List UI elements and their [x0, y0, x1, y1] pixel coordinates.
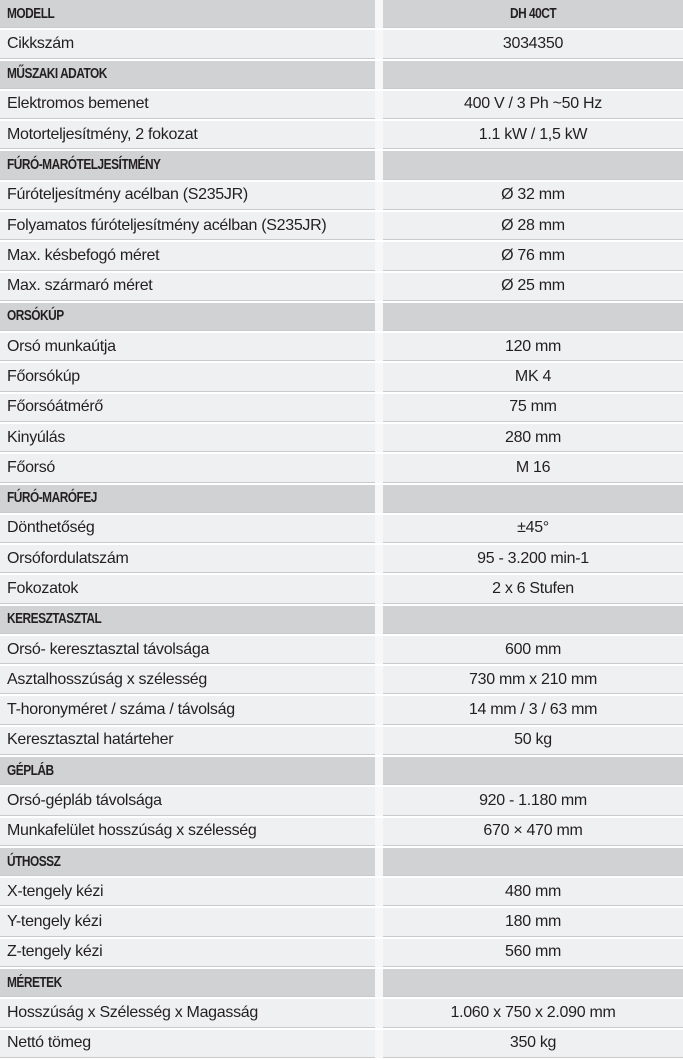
- section-header-row: [0, 757, 683, 787]
- row-value-cell: [383, 273, 683, 301]
- row-value-cell: [383, 151, 683, 179]
- table-row: [0, 818, 683, 848]
- row-value-cell: [383, 485, 683, 513]
- row-value-cell: [383, 818, 683, 846]
- row-value: 180 mm: [505, 913, 561, 931]
- row-value-cell: [383, 606, 683, 634]
- row-label: Hosszúság x Szélesség x Magasság: [7, 1003, 258, 1021]
- table-row: [0, 908, 683, 938]
- row-value: ±45°: [517, 519, 549, 537]
- row-value-cell: [383, 757, 683, 785]
- row-label-cell: [0, 30, 375, 58]
- row-label: Főorsó: [7, 458, 55, 476]
- section-header-row: [0, 303, 683, 333]
- column-divider: [375, 363, 383, 391]
- column-divider: [375, 212, 383, 240]
- row-label: GÉPLÁB: [7, 762, 54, 779]
- row-label-cell: [0, 121, 375, 149]
- column-divider: [375, 121, 383, 149]
- row-label: FÚRÓ-MARÓTELJESÍTMÉNY: [7, 157, 161, 174]
- row-label-cell: [0, 908, 375, 936]
- column-divider: [375, 1030, 383, 1058]
- column-divider: [375, 485, 383, 513]
- row-label: KERESZTASZTAL: [7, 611, 102, 628]
- row-label: Asztalhosszúság x szélesség: [7, 670, 208, 688]
- column-divider: [375, 969, 383, 997]
- row-value: 400 V / 3 Ph ~50 Hz: [464, 95, 602, 113]
- row-value-cell: [383, 878, 683, 906]
- row-value: 50 kg: [514, 731, 552, 749]
- row-label-cell: [0, 1030, 375, 1058]
- row-label: Nettó tömeg: [7, 1034, 91, 1052]
- row-label: Y-tengely kézi: [7, 913, 102, 931]
- column-divider: [375, 182, 383, 210]
- table-row: [0, 575, 683, 605]
- row-value: DH 40CT: [509, 5, 557, 22]
- row-value: 730 mm x 210 mm: [469, 670, 597, 688]
- row-value-cell: [383, 394, 683, 422]
- table-row: [0, 454, 683, 484]
- section-header-row: [0, 969, 683, 999]
- row-value: Ø 32 mm: [501, 186, 565, 204]
- row-value-cell: [383, 61, 683, 89]
- row-value: 120 mm: [505, 337, 561, 355]
- table-row: [0, 1030, 683, 1060]
- row-value-cell: [383, 333, 683, 361]
- row-label: Orsófordulatszám: [7, 549, 129, 567]
- row-label-cell: [0, 999, 375, 1027]
- row-label-cell: [0, 151, 375, 179]
- row-label-cell: [0, 606, 375, 634]
- column-divider: [375, 939, 383, 967]
- column-divider: [375, 30, 383, 58]
- table-row: [0, 666, 683, 696]
- row-value-cell: [383, 1030, 683, 1058]
- row-label-cell: [0, 818, 375, 846]
- row-label-cell: [0, 575, 375, 603]
- section-header-row: [0, 151, 683, 181]
- column-divider: [375, 91, 383, 119]
- row-label-cell: [0, 515, 375, 543]
- column-divider: [375, 61, 383, 89]
- row-value: 600 mm: [505, 640, 561, 658]
- row-label-cell: [0, 848, 375, 876]
- row-label: Z-tengely kézi: [7, 943, 103, 961]
- row-label-cell: [0, 182, 375, 210]
- row-value-cell: [383, 666, 683, 694]
- row-label: Folyamatos fúróteljesítmény acélban (S235JR): [7, 216, 327, 234]
- row-label-cell: [0, 394, 375, 422]
- row-label-cell: [0, 727, 375, 755]
- row-label: ÚTHOSSZ: [7, 853, 61, 870]
- column-divider: [375, 818, 383, 846]
- row-value-cell: [383, 696, 683, 724]
- column-divider: [375, 757, 383, 785]
- table-row: [0, 787, 683, 817]
- table-row: [0, 121, 683, 151]
- row-value-cell: [383, 575, 683, 603]
- table-row: [0, 727, 683, 757]
- column-divider: [375, 696, 383, 724]
- table-row: [0, 30, 683, 60]
- column-divider: [375, 454, 383, 482]
- row-label-cell: [0, 91, 375, 119]
- column-divider: [375, 727, 383, 755]
- column-divider: [375, 999, 383, 1027]
- column-divider: [375, 242, 383, 270]
- row-label: Fokozatok: [7, 579, 79, 597]
- row-value: 3034350: [502, 34, 564, 52]
- row-value-cell: [383, 545, 683, 573]
- row-value: Ø 28 mm: [501, 216, 565, 234]
- table-row: [0, 696, 683, 726]
- row-label: Orsó munkaútja: [7, 337, 116, 355]
- row-value: 560 mm: [505, 943, 561, 961]
- column-divider: [375, 303, 383, 331]
- row-label-cell: [0, 303, 375, 331]
- row-value-cell: [383, 182, 683, 210]
- row-label-cell: [0, 485, 375, 513]
- column-divider: [375, 333, 383, 361]
- row-label: MŰSZAKI ADATOK: [7, 66, 107, 83]
- row-label: Dönthetőség: [7, 519, 95, 537]
- column-divider: [375, 908, 383, 936]
- row-label-cell: [0, 545, 375, 573]
- row-label-cell: [0, 757, 375, 785]
- table-row: [0, 999, 683, 1029]
- table-row: [0, 424, 683, 454]
- row-label-cell: [0, 0, 375, 28]
- row-label-cell: [0, 273, 375, 301]
- column-divider: [375, 515, 383, 543]
- row-value: 1.060 x 750 x 2.090 mm: [450, 1003, 616, 1021]
- row-value-cell: [383, 999, 683, 1027]
- table-row: [0, 636, 683, 666]
- row-value-cell: [383, 908, 683, 936]
- column-divider: [375, 636, 383, 664]
- row-label: T-horonyméret / száma / távolság: [7, 701, 235, 719]
- row-label-cell: [0, 242, 375, 270]
- table-row: [0, 91, 683, 121]
- row-label-cell: [0, 696, 375, 724]
- row-value-cell: [383, 454, 683, 482]
- table-row: [0, 273, 683, 303]
- table-row: [0, 212, 683, 242]
- table-row: [0, 515, 683, 545]
- row-label-cell: [0, 363, 375, 391]
- section-header-row: [0, 606, 683, 636]
- row-value-cell: [383, 121, 683, 149]
- row-label: Főorsóátmérő: [7, 398, 103, 416]
- column-divider: [375, 575, 383, 603]
- row-label-cell: [0, 636, 375, 664]
- column-divider: [375, 787, 383, 815]
- row-value: 1.1 kW / 1,5 kW: [478, 125, 588, 143]
- row-value-cell: [383, 939, 683, 967]
- row-label-cell: [0, 333, 375, 361]
- row-label-cell: [0, 969, 375, 997]
- row-label: Max. késbefogó méret: [7, 246, 160, 264]
- row-value: MK 4: [514, 368, 552, 386]
- column-divider: [375, 606, 383, 634]
- row-value-cell: [383, 848, 683, 876]
- row-label: Főorsókúp: [7, 368, 80, 386]
- table-row: [0, 939, 683, 969]
- row-label: Munkafelület hosszúság x szélesség: [7, 822, 257, 840]
- row-value: 670 × 470 mm: [483, 822, 583, 840]
- row-value-cell: [383, 212, 683, 240]
- table-row: [0, 545, 683, 575]
- column-divider: [375, 151, 383, 179]
- row-value: 480 mm: [505, 882, 561, 900]
- row-label: Cikkszám: [7, 34, 74, 52]
- column-divider: [375, 878, 383, 906]
- row-label-cell: [0, 61, 375, 89]
- table-row: [0, 394, 683, 424]
- row-value: Ø 25 mm: [501, 277, 565, 295]
- row-value: 2 x 6 Stufen: [492, 579, 574, 597]
- row-value-cell: [383, 0, 683, 28]
- row-label-cell: [0, 666, 375, 694]
- row-value-cell: [383, 515, 683, 543]
- row-value-cell: [383, 424, 683, 452]
- column-divider: [375, 394, 383, 422]
- row-label: Kinyúlás: [7, 428, 66, 446]
- row-label-cell: [0, 878, 375, 906]
- section-header-row: [0, 485, 683, 515]
- section-header-row: [0, 0, 683, 30]
- row-value-cell: [383, 727, 683, 755]
- row-value: 280 mm: [505, 428, 561, 446]
- column-divider: [375, 0, 383, 28]
- table-row: [0, 363, 683, 393]
- row-label: Orsó-gépláb távolsága: [7, 791, 162, 809]
- row-value: 920 - 1.180 mm: [479, 791, 587, 809]
- row-value-cell: [383, 303, 683, 331]
- row-label-cell: [0, 212, 375, 240]
- row-label: Max. szármaró méret: [7, 277, 153, 295]
- row-label-cell: [0, 787, 375, 815]
- section-header-row: [0, 61, 683, 91]
- row-value-cell: [383, 91, 683, 119]
- section-header-row: [0, 848, 683, 878]
- row-label: MODELL: [7, 5, 55, 22]
- row-value-cell: [383, 787, 683, 815]
- row-label: MÉRETEK: [7, 974, 62, 991]
- row-label-cell: [0, 454, 375, 482]
- row-value: 75 mm: [509, 398, 557, 416]
- column-divider: [375, 666, 383, 694]
- row-value: Ø 76 mm: [501, 246, 565, 264]
- row-value-cell: [383, 969, 683, 997]
- table-row: [0, 182, 683, 212]
- row-value-cell: [383, 636, 683, 664]
- column-divider: [375, 424, 383, 452]
- row-label: X-tengely kézi: [7, 882, 104, 900]
- row-label: Fúróteljesítmény acélban (S235JR): [7, 186, 248, 204]
- row-label: FÚRÓ-MARÓFEJ: [7, 490, 97, 507]
- column-divider: [375, 848, 383, 876]
- row-value-cell: [383, 30, 683, 58]
- row-value: 95 - 3.200 min-1: [477, 549, 589, 567]
- row-value-cell: [383, 242, 683, 270]
- row-value: 350 kg: [509, 1034, 557, 1052]
- row-label: Elektromos bemenet: [7, 95, 149, 113]
- table-row: [0, 878, 683, 908]
- row-label: Keresztasztal határteher: [7, 731, 174, 749]
- row-label: ORSÓKÚP: [7, 308, 64, 325]
- row-value: M 16: [515, 458, 551, 476]
- row-label-cell: [0, 939, 375, 967]
- table-row: [0, 333, 683, 363]
- row-label: Orsó- keresztasztal távolsága: [7, 640, 210, 658]
- column-divider: [375, 545, 383, 573]
- row-value: 14 mm / 3 / 63 mm: [468, 701, 598, 719]
- row-value-cell: [383, 363, 683, 391]
- row-label: Motorteljesítmény, 2 fokozat: [7, 125, 198, 143]
- table-row: [0, 242, 683, 272]
- row-label-cell: [0, 424, 375, 452]
- column-divider: [375, 273, 383, 301]
